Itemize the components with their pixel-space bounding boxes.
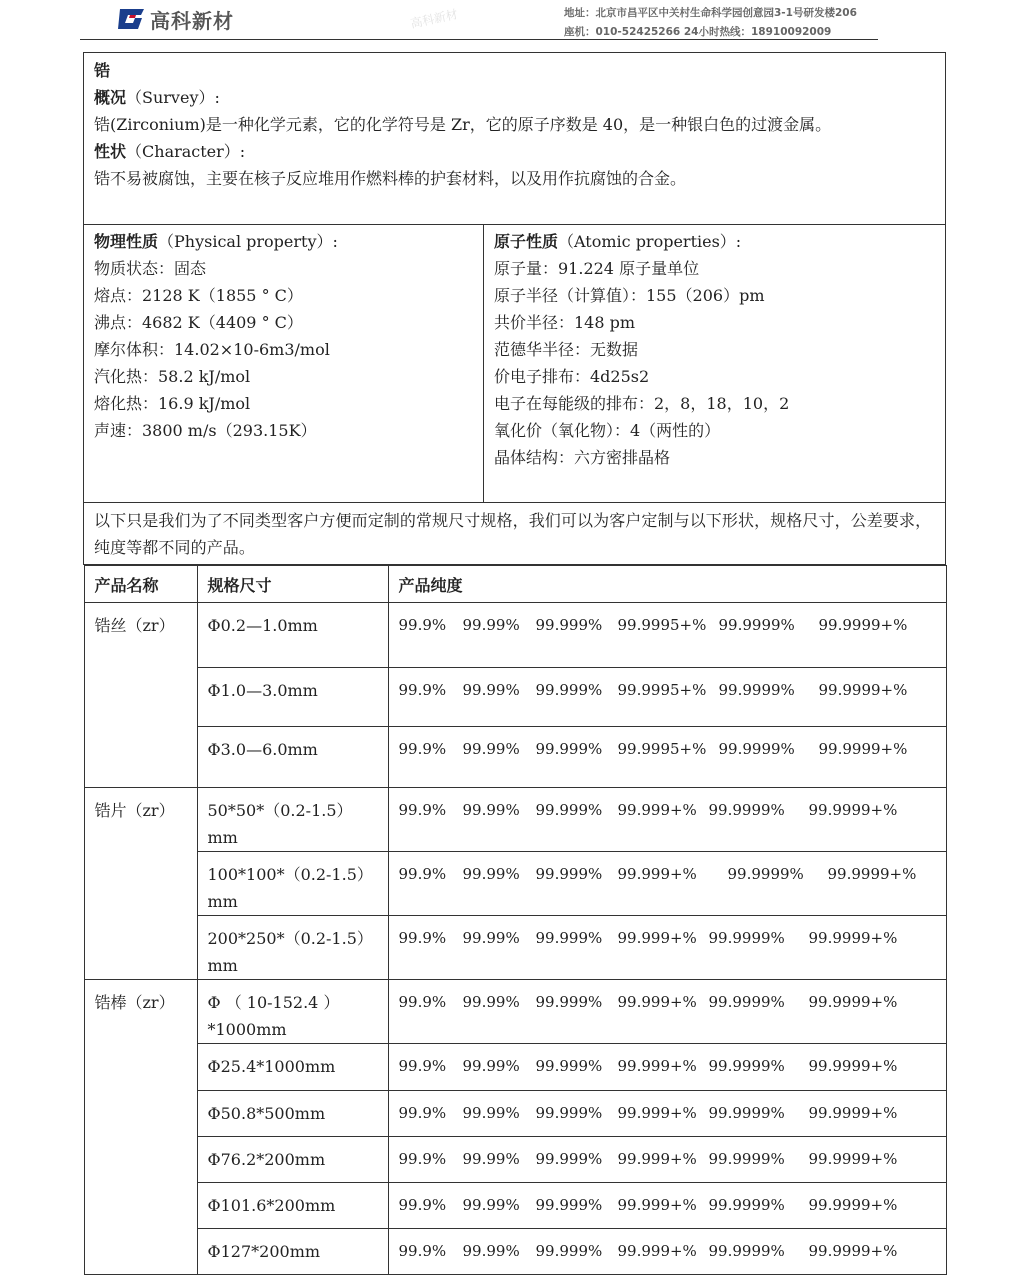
page-header [80,0,878,40]
spec-header-row [84,566,946,603]
purity-value: 99.9% [399,1238,463,1265]
survey-heading: 概况（Survey）: [94,84,935,111]
purity-value: 99.99% [463,989,536,1016]
atomic-properties-cell [484,225,946,503]
size-cell: Φ25.4*1000mm [197,1044,388,1091]
purity-cell [388,852,946,916]
purity-cell [388,668,946,727]
purity-cell [388,1229,946,1275]
purity-value: 99.99% [463,612,536,639]
purity-value: 99.999% [536,612,618,639]
purity-value: 99.9999+% [819,612,908,639]
table-row [84,916,946,980]
purity-value: 99.999% [536,1238,618,1265]
purity-value: 99.9% [399,677,463,704]
purity-value: 99.9995+% [618,612,719,639]
purity-value: 99.9% [399,736,463,763]
purity-value: 99.99% [463,1100,536,1127]
document-table [83,52,946,1275]
purity-value: 99.9999+% [809,989,898,1016]
spec-body [84,603,946,1275]
product-name-cell: 锆棒（zr） [84,980,197,1275]
size-cell: Φ3.0—6.0mm [197,727,388,788]
overview-cell [84,53,946,225]
purity-cell [388,916,946,980]
purity-list [399,1053,936,1080]
header-product-name: 产品名称 [84,566,197,603]
purity-value: 99.99% [463,677,536,704]
spec-table-wrapper [84,565,946,1275]
size-cell: Φ0.2—1.0mm [197,603,388,668]
purity-list [399,861,936,888]
purity-value: 99.9999+% [809,925,898,952]
purity-cell [388,1044,946,1091]
purity-value: 99.999% [536,1146,618,1173]
purity-value: 99.9999% [709,1192,809,1219]
purity-value: 99.9999% [709,1100,809,1127]
purity-value: 99.999% [536,797,618,824]
purity-list [399,1192,936,1219]
purity-value: 99.9% [399,612,463,639]
table-row [84,1183,946,1229]
purity-value: 99.99% [463,925,536,952]
size-cell: Φ50.8*500mm [197,1091,388,1137]
purity-value: 99.999+% [618,1192,709,1219]
purity-value: 99.9% [399,989,463,1016]
purity-value: 99.9% [399,1192,463,1219]
address-line: 地址：北京市昌平区中关村生命科学园创意园3-1号研发楼206 [564,4,857,23]
atomic-line: 价电子排布：4d25s2 [494,363,935,390]
purity-value: 99.999+% [618,861,728,888]
purity-cell [388,603,946,668]
purity-value: 99.99% [463,797,536,824]
purity-list [399,1146,936,1173]
spec-table [84,565,947,1275]
purity-value: 99.999% [536,1100,618,1127]
table-row [84,1044,946,1091]
purity-value: 99.9995+% [618,677,719,704]
purity-value: 99.9999% [719,677,819,704]
size-cell: Φ127*200mm [197,1229,388,1275]
purity-value: 99.999+% [618,1100,709,1127]
purity-list [399,1238,936,1265]
purity-value: 99.9999% [709,989,809,1016]
purity-value: 99.9999+% [809,1100,898,1127]
purity-list [399,736,936,763]
purity-value: 99.99% [463,736,536,763]
purity-value: 99.9999+% [809,1192,898,1219]
table-row [84,727,946,788]
element-title: 锆 [94,57,935,84]
atomic-heading: 原子性质（Atomic properties）: [494,228,935,255]
purity-value: 99.9999% [709,1146,809,1173]
purity-value: 99.999+% [618,797,709,824]
purity-value: 99.9% [399,1100,463,1127]
header-size: 规格尺寸 [197,566,388,603]
size-cell: Φ76.2*200mm [197,1137,388,1183]
size-cell: 50*50*（0.2-1.5）mm [197,788,388,852]
table-row [84,852,946,916]
physical-line: 汽化热：58.2 kJ/mol [94,363,473,390]
size-cell: 200*250*（0.2-1.5）mm [197,916,388,980]
survey-text: 锆(Zirconium)是一种化学元素，它的化学符号是 Zr，它的原子序数是 40，是一种银白色的过渡金属。 [94,111,935,138]
custom-note: 以下只是我们为了不同类型客户方便而定制的常规尺寸规格，我们可以为客户定制与以下形状，规格尺寸，公差要求，纯度等都不同的产品。 [84,503,946,565]
purity-value: 99.999% [536,1192,618,1219]
purity-value: 99.9999% [719,736,819,763]
character-text: 锆不易被腐蚀，主要在核子反应堆用作燃料棒的护套材料，以及用作抗腐蚀的合金。 [94,165,935,192]
table-row [84,603,946,668]
purity-value: 99.9% [399,1053,463,1080]
purity-value: 99.9999% [728,861,828,888]
purity-value: 99.9% [399,861,463,888]
company-logo [116,6,234,32]
purity-value: 99.9999% [709,925,809,952]
purity-value: 99.99% [463,1238,536,1265]
atomic-line: 氧化价（氧化物）：4（两性的） [494,417,935,444]
table-row [84,788,946,852]
purity-value: 99.9999+% [809,1238,898,1265]
purity-value: 99.999% [536,677,618,704]
physical-line: 熔化热：16.9 kJ/mol [94,390,473,417]
purity-value: 99.9% [399,1146,463,1173]
table-row [84,1137,946,1183]
size-cell: Φ101.6*200mm [197,1183,388,1229]
purity-value: 99.9999+% [809,797,898,824]
atomic-line: 共价半径：148 pm [494,309,935,336]
purity-value: 99.9999+% [809,1146,898,1173]
table-row [84,668,946,727]
purity-list [399,989,936,1016]
purity-list [399,797,936,824]
size-cell: 100*100*（0.2-1.5）mm [197,852,388,916]
purity-value: 99.999+% [618,989,709,1016]
purity-value: 99.99% [463,1053,536,1080]
atomic-line: 电子在每能级的排布：2，8，18，10，2 [494,390,935,417]
contact-info [564,4,857,42]
product-name-cell: 锆丝（zr） [84,603,197,788]
physical-line: 熔点：2128 K（1855 ° C） [94,282,473,309]
atomic-line: 范德华半径：无数据 [494,336,935,363]
purity-cell [388,1091,946,1137]
purity-cell [388,727,946,788]
purity-value: 99.9% [399,797,463,824]
purity-list [399,677,936,704]
size-cell: Φ1.0—3.0mm [197,668,388,727]
atomic-line: 原子半径（计算值）：155（206）pm [494,282,935,309]
purity-value: 99.999+% [618,925,709,952]
purity-list [399,925,936,952]
purity-value: 99.999% [536,736,618,763]
product-name-cell: 锆片（zr） [84,788,197,980]
purity-value: 99.999+% [618,1053,709,1080]
purity-value: 99.999% [536,989,618,1016]
purity-value: 99.999% [536,861,618,888]
purity-value: 99.9999% [709,1053,809,1080]
purity-value: 99.9999% [709,797,809,824]
purity-value: 99.9995+% [618,736,719,763]
purity-cell [388,788,946,852]
table-row [84,980,946,1044]
physical-line: 沸点：4682 K（4409 ° C） [94,309,473,336]
purity-cell [388,1183,946,1229]
purity-list [399,1100,936,1127]
purity-value: 99.9999+% [809,1053,898,1080]
character-heading: 性状（Character）: [94,138,935,165]
purity-value: 99.999+% [618,1146,709,1173]
purity-value: 99.99% [463,1146,536,1173]
purity-value: 99.99% [463,1192,536,1219]
purity-value: 99.9999% [719,612,819,639]
physical-heading: 物理性质（Physical property）: [94,228,473,255]
physical-line: 声速：3800 m/s（293.15K） [94,417,473,444]
size-cell: Φ （ 10-152.4 ）*1000mm [197,980,388,1044]
purity-value: 99.999+% [618,1238,709,1265]
purity-value: 99.9999+% [828,861,917,888]
physical-line: 摩尔体积：14.02×10-6m3/mol [94,336,473,363]
atomic-line: 晶体结构：六方密排晶格 [494,444,935,471]
purity-value: 99.9999+% [819,677,908,704]
purity-list [399,612,936,639]
purity-value: 99.999% [536,1053,618,1080]
purity-value: 99.999% [536,925,618,952]
purity-value: 99.99% [463,861,536,888]
brand-name: 高科新材 [150,5,234,34]
table-row [84,1091,946,1137]
physical-properties-cell [84,225,484,503]
header-purity: 产品纯度 [388,566,946,603]
purity-cell [388,980,946,1044]
logo-mark-icon [116,7,146,31]
phone-line: 座机：010-52425266 24小时热线：18910092009 [564,23,857,42]
watermark: 高科新材 [409,5,460,32]
physical-line: 物质状态：固态 [94,255,473,282]
table-row [84,1229,946,1275]
atomic-line: 原子量：91.224 原子量单位 [494,255,935,282]
purity-value: 99.9% [399,925,463,952]
purity-value: 99.9999% [709,1238,809,1265]
purity-cell [388,1137,946,1183]
purity-value: 99.9999+% [819,736,908,763]
